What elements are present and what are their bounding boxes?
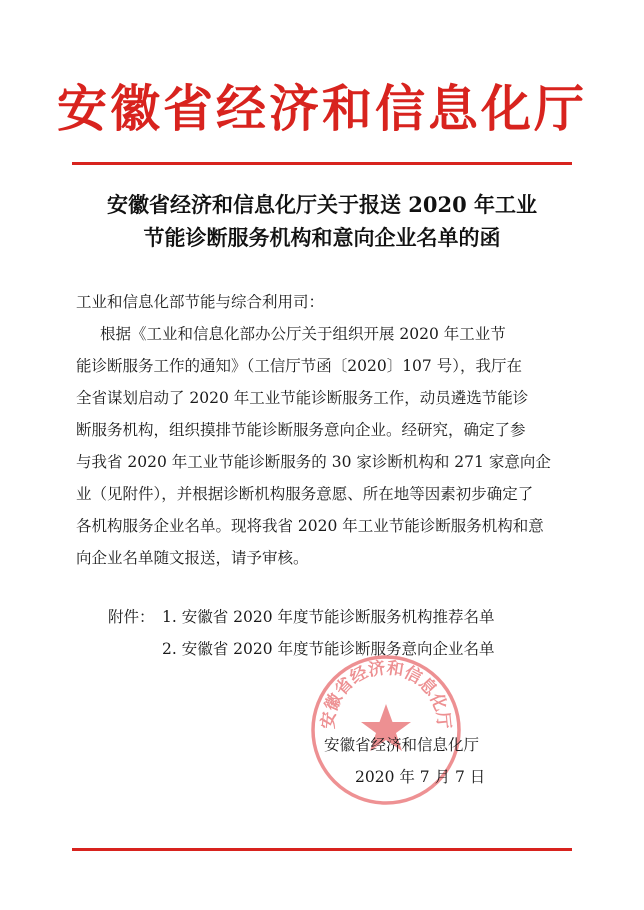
- footer-red-rule: [72, 848, 572, 851]
- masthead-red-rule: [72, 162, 572, 165]
- body-line-5: 与我省 2020 年工业节能诊断服务的 30 家诊断机构和 271 家意向企: [76, 453, 551, 471]
- body-line-8: 向企业名单随文报送，请予审核。: [76, 549, 309, 567]
- document-title: [60, 188, 584, 254]
- attachments-label: 附件：: [108, 608, 155, 626]
- body-line-6: 业（见附件），并根据诊断机构服务意愿、所在地等因素初步确定了: [76, 485, 534, 503]
- body-line-3: 全省谋划启动了 2020 年工业节能诊断服务工作，动员遴选节能诊: [76, 389, 529, 407]
- body-line-7: 各机构服务企业名单。现将我省 2020 年工业节能诊断服务机构和意: [76, 517, 544, 535]
- body-line-4: 断服务机构，组织摸排节能诊断服务意向企业。经研究，确定了参: [76, 421, 526, 439]
- document-title-line-1: 安徽省经济和信息化厅关于报送 2020 年工业: [106, 192, 538, 217]
- document-title-line-2: 节能诊断服务机构和意向企业名单的函: [143, 225, 501, 250]
- attachment-item-2: 2. 安徽省 2020 年度节能诊断服务意向企业名单: [162, 640, 495, 658]
- seal-text: 安徽省经济和信息化厅: [318, 658, 454, 730]
- body-line-1: 根据《工业和信息化部办公厅关于组织开展 2020 年工业节: [100, 325, 506, 343]
- signature-date: 2020 年 7 月 7 日: [355, 768, 486, 786]
- attachment-item-1: 1. 安徽省 2020 年度节能诊断服务机构推荐名单: [162, 608, 495, 626]
- recipient-line: 工业和信息化部节能与综合利用司：: [76, 293, 325, 311]
- signature-organization: 安徽省经济和信息化厅: [324, 736, 480, 754]
- masthead-title: 安徽省经济和信息化厅: [57, 79, 587, 138]
- body-line-2: 能诊断服务工作的通知》（工信厅节函〔2020〕107 号），我厅在: [76, 357, 522, 375]
